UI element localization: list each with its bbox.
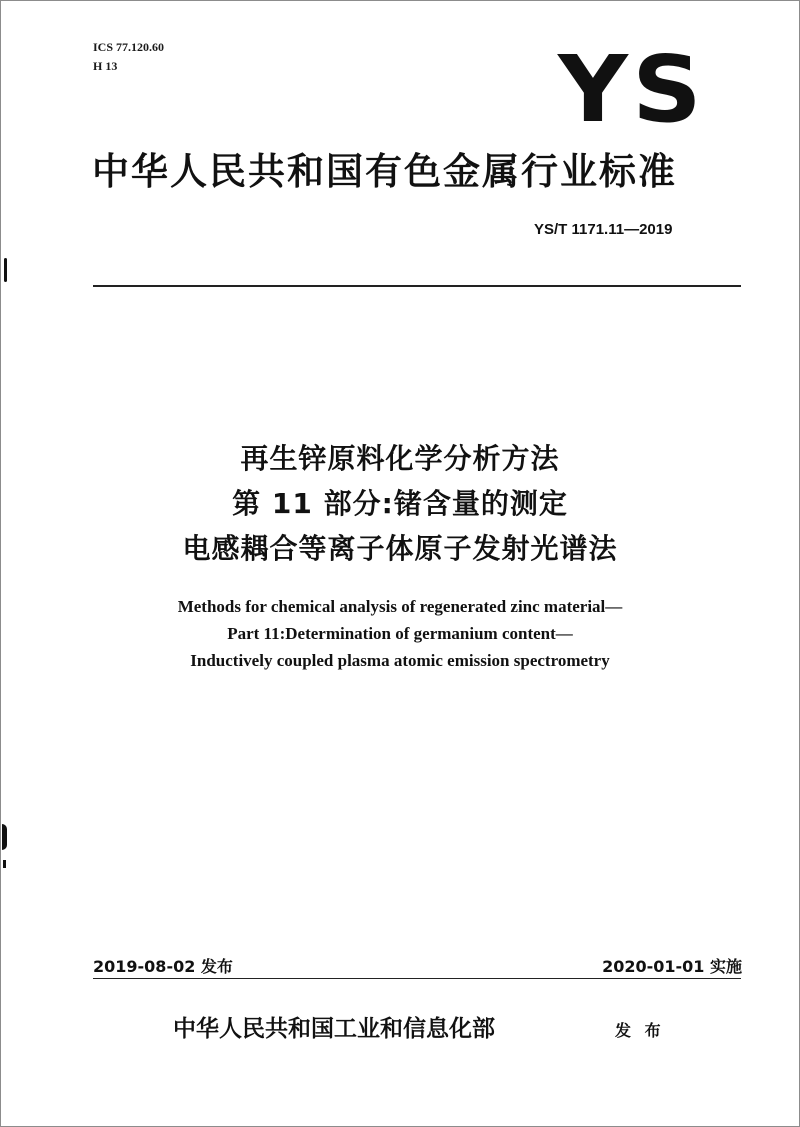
chinese-title-line-3: 电感耦合等离子体原子发射光谱法 bbox=[182, 532, 618, 565]
classification-codes bbox=[93, 38, 164, 76]
chinese-title bbox=[0, 436, 800, 571]
footer-divider bbox=[93, 978, 741, 979]
english-title-line-2: Part 11:Determination of germanium content— bbox=[227, 624, 573, 643]
publisher-name: 中华人民共和国工业和信息化部 bbox=[173, 1015, 495, 1042]
scan-mark bbox=[4, 258, 7, 282]
header-divider bbox=[93, 285, 741, 287]
ics-code: ICS 77.120.60 bbox=[93, 40, 165, 54]
issue-date: 2019-08-02 发布 bbox=[93, 957, 233, 976]
chinese-title-line-1: 再生锌原料化学分析方法 bbox=[240, 442, 560, 475]
chinese-title-line-2: 第 11 部分:锗含量的测定 bbox=[232, 487, 568, 520]
standard-number: YS/T 1171.11—2019 bbox=[534, 221, 673, 238]
english-title bbox=[0, 593, 800, 674]
scan-mark bbox=[2, 824, 7, 850]
implementation-date: 2020-01-01 实施 bbox=[602, 957, 742, 976]
publisher-suffix: 发 布 bbox=[615, 1021, 665, 1040]
industry-standard-title: 中华人民共和国有色金属行业标准 bbox=[92, 150, 677, 193]
english-title-line-3: Inductively coupled plasma atomic emission spectrometry bbox=[190, 651, 610, 670]
scan-mark bbox=[3, 860, 6, 868]
english-title-line-1: Methods for chemical analysis of regenerated zinc material— bbox=[177, 597, 623, 616]
ccs-code: H 13 bbox=[93, 59, 118, 73]
ys-logo: YS bbox=[558, 36, 706, 143]
